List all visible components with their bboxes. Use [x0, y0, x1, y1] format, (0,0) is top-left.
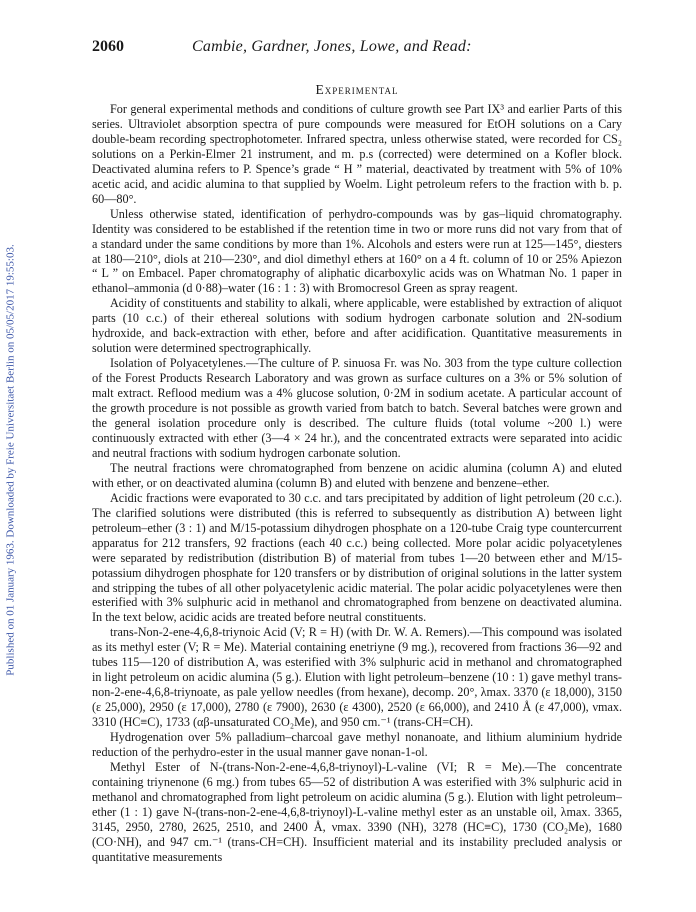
paragraph-acidity: Acidity of constituents and stability to alkali, where applicable, were established by extraction of aliquot parts (10 c.c.) of their ethereal solutions with sodium hydrogen carbonate solution and 2N-sodium hydroxide, and back-extraction with ether, before and after acidification. Quantitative measurements in solution were determined spectrographically.: [92, 296, 622, 356]
paragraph-identification: Unless otherwise stated, identification of perhydro-compounds was by gas–liquid chromatography. Identity was considered to be established if the retention time in two or more runs did not vary from that of a standard under the same conditions by more than 1%. Alcohols and esters were run at 125—145°, diesters at 180—210°, diols at 210—230°, and diol dimethyl ethers at 160° on a 4 ft. column of 10 or 25% Apiezon “ L ” on Embacel. Paper chromatography of aliphatic dicarboxylic acids was on Whatman No. 1 paper in ethanol–ammonia (d 0·88)–water (16 : 1 : 3) with Bromocresol Green as spray reagent.: [92, 206, 622, 296]
paper-page: [92, 38, 622, 865]
download-watermark: [0, 90, 22, 830]
running-head: [92, 38, 622, 62]
paragraph-general-methods: For general experimental methods and conditions of culture growth see Part IX³ and earlier Parts of this series. Ultraviolet absorption spectra of pure compounds were measured for EtOH solutions on a Cary double-beam recording spectrophotometer. Infrared spectra, unless otherwise stated, were recorded for CS₂ solutions on a Perkin-Elmer 21 instrument, and m. p.s (corrected) were determined on a Kofler block. Deactivated alumina refers to P. Spence’s grade “ H ” material, deactivated by treatment with 5% of 10% acetic acid, and acidic alumina to that supplied by Woelm. Light petroleum refers to the fraction with b. p. 60—80°.: [92, 102, 622, 206]
body-text: [92, 102, 622, 865]
running-title: Cambie, Gardner, Jones, Lowe, and Read:: [192, 38, 472, 55]
paragraph-isolation: Isolation of Polyacetylenes.—The culture of P. sinuosa Fr. was No. 303 from the type culture collection of the Forest Products Research Laboratory and was grown as surface cultures on a 3% or 5% solution of malt extract. Reflood medium was a 4% glucose solution, 0·2M in sodium acetate. A particular account of the growth procedure is not possible as growth varied from batch to batch. Several batches were grown and the general isolation procedure only is described. The culture fluids (total volume ~200 l.) were continuously extracted with ether (3—4 × 24 hr.), and the concentrated extracts were separated into acidic and neutral fractions with sodium hydrogen carbonate solution.: [92, 356, 622, 460]
section-title: Experimental: [315, 82, 399, 97]
paragraph-neutral-fractions: The neutral fractions were chromatographed from benzene on acidic alumina (column A) and eluted with ether, or on deactivated alumina (column B) and eluted with benzene and benzene–ether.: [92, 460, 622, 490]
page-number: 2060: [92, 38, 124, 55]
paragraph-methyl-ester-valine: Methyl Ester of N-(trans-Non-2-ene-4,6,8-triynoyl)-L-valine (VI; R = Me).—The concentrate containing triynenone (6 mg.) from tubes 65—52 of distribution A was esterified with 3% sulphuric acid in methanol and chromatographed from light petroleum on acidic alumina (5 g.). Elution with light petroleum–ether (1 : 1) gave N-(trans-non-2-ene-4,6,8-triynoyl)-L-valine methyl ester as an unstable oil, λmax. 3365, 3145, 2950, 2780, 2625, 2510, and 2400 Å, νmax. 3390 (NH), 3278 (HC≡C), 1730 (CO₂Me), 1680 (CO·NH), and 947 cm.⁻¹ (trans-CH=CH). Insufficient material and its instability precluded analysis or quantitative measurements: [92, 759, 622, 864]
paragraph-acidic-fractions: Acidic fractions were evaporated to 30 c.c. and tars precipitated by addition of light petroleum (20 c.c.). The clarified solutions were distributed (this is referred to subsequently as distribution A) between light petroleum–ether (3 : 1) and M/15-potassium dihydrogen phosphate on a 120-tube Craig type countercurrent apparatus for 212 transfers, 92 fractions (each 40 c.c.) being collected. More polar acidic polyacetylenes were separated by redistribution (distribution B) of material from tubes 1—20 between ether and M/15-potassium dihydrogen phosphate for 120 transfers or by distribution of original solutions in the latter system and stripping the tubes of all other polyacetylenic acidic material. The polar acidic polyacetylenes were then esterified with 3% sulphuric acid in methanol and chromatographed from benzene on deactivated alumina. In the text below, acidic acids are treated before neutral constituents.: [92, 490, 622, 625]
download-watermark-text: Published on 01 January 1963. Downloaded by Freie Universitaet Berlin on 05/05/2017 19:55:03.: [5, 244, 18, 676]
paragraph-triynoic-acid: trans-Non-2-ene-4,6,8-triynoic Acid (V; R = H) (with Dr. W. A. Remers).—This compound was isolated as its methyl ester (V; R = Me). Material containing enetriyne (9 mg.), recovered from fractions 36—92 and tubes 115—120 of distribution A, was esterified with 3% sulphuric acid in methanol and chromatographed in light petroleum on acidic alumina (5 g.). Elution with light petroleum–benzene (10 : 1) gave methyl trans-non-2-ene-4,6,8-triynoate, as pale yellow needles (from hexane), decomp. 20°, λmax. 3370 (ε 18,000), 3150 (ε 25,000), 2950 (ε 17,000), 2780 (ε 7900), 2630 (ε 4300), 2520 (ε 66,000), and 2410 Å (ε 47,000), νmax. 3310 (HC≡C), 1733 (αβ-unsaturated CO₂Me), and 950 cm.⁻¹ (trans-CH=CH).: [92, 625, 622, 730]
paragraph-hydrogenation: Hydrogenation over 5% palladium–charcoal gave methyl nonanoate, and lithium aluminium hydride reduction of the perhydro-ester in the usual manner gave nonan-1-ol.: [92, 730, 622, 759]
